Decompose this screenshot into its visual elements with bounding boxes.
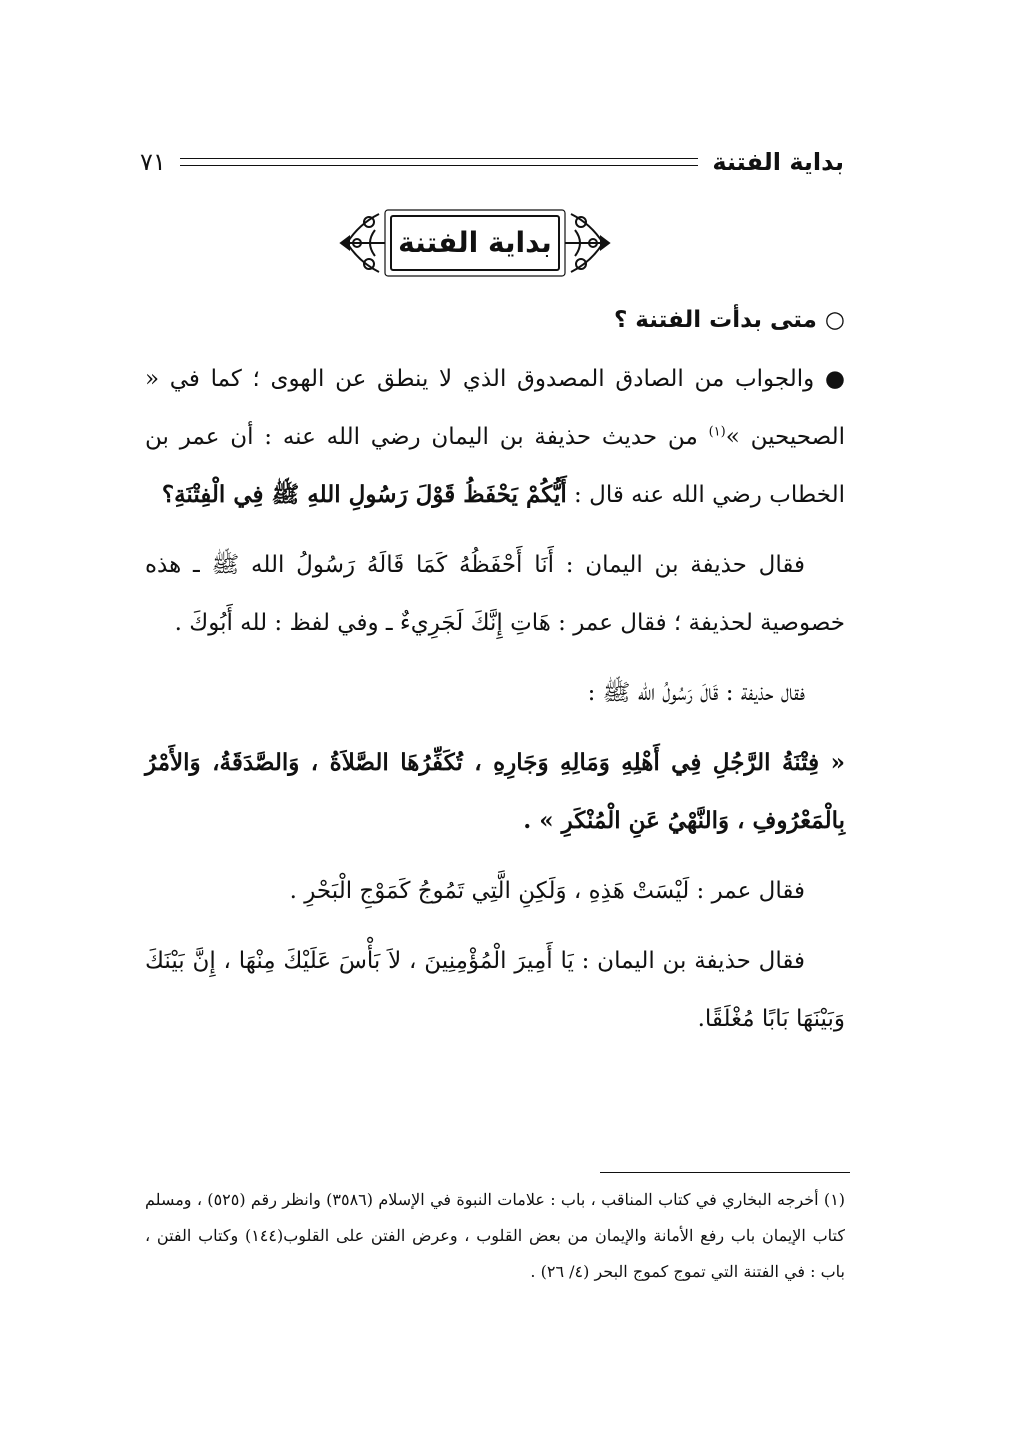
answer-text-middle: من حديث حذيفة بن اليمان رضي الله عنه : أن عمر بن الخطاب رضي الله عنه قال :: [145, 424, 845, 508]
page-number: ٧١: [140, 148, 166, 176]
paragraph-answer: [145, 350, 845, 524]
chapter-title-cartouche: [335, 200, 615, 286]
paragraph-hudhayfa-said: فقال حذيفة : قَالَ رَسُولُ الله ﷺ :: [587, 680, 805, 706]
footnote-reference[interactable]: (١): [708, 424, 726, 440]
footnote-separator: [600, 1172, 850, 1173]
umar-question-quote: أَيُّكُمْ يَحْفَظُ قَوْلَ رَسُولِ اللهِ ﷺ فِي الْفِتْنَةِ؟: [161, 481, 567, 508]
answer-text-start: ● والجواب من الصادق المصدوق الذي لا ينطق عن الهوى ؛ كما في « الصحيحين »: [145, 366, 846, 450]
running-title: بداية الفتنة: [712, 148, 844, 176]
paragraph-closed-door: فقال حذيفة بن اليمان : يَا أَمِيرَ الْمُؤْمِنِينَ ، لاَ بَأْسَ عَلَيْكَ مِنْهَا ، إِنَّ بَيْنَكَ وَبَيْنَهَا بَابًا مُغْلَقًا.: [145, 948, 845, 1032]
body-text: [145, 298, 845, 1060]
hadith-text: « فِتْنَةُ الرَّجُلِ فِي أَهْلِهِ وَمَالِهِ وَجَارِهِ ، تُكَفِّرُهَا الصَّلاَةُ ، وَالصَّدَقَةُ، وَالأَمْرُ بِالْمَعْرُوفِ ، وَالنَّهْيُ عَنِ الْمُنْكَرِ » .: [145, 749, 845, 834]
section-question: ○ متى بدأت الفتنة ؟: [613, 307, 845, 333]
paragraph-hudhayfa-reply: فقال حذيفة بن اليمان : أَنَا أَحْفَظُهُ كَمَا قَالَهُ رَسُولُ الله ﷺ ـ هذه خصوصية لحذيفة ؛ فقال عمر : هَاتِ إِنَّكَ لَجَرِيءٌ ـ وفي لفظ : لله أَبُوكَ .: [145, 552, 845, 636]
footnote: (١) أخرجه البخاري في كتاب المناقب ، باب : علامات النبوة في الإسلام (٣٥٨٦) وانظر رقم (٥٢٥) ، ومسلم كتاب الإيمان باب رفع الأمانة والإيمان من بعض القلوب ، وعرض الفتن على القلوب(١٤٤) وكتاب الفتن ، باب : في الفتنة التي تموج كموج البحر (٤/ ٢٦) .: [145, 1190, 846, 1281]
paragraph-umar-reply: فقال عمر : لَيْسَتْ هَذِهِ ، وَلَكِنِ الَّتِي تَمُوجُ كَمَوْجِ الْبَحْرِ .: [289, 878, 805, 904]
header-double-rule: [180, 158, 699, 166]
running-header: [140, 140, 844, 184]
chapter-title: بداية الفتنة: [398, 226, 552, 259]
